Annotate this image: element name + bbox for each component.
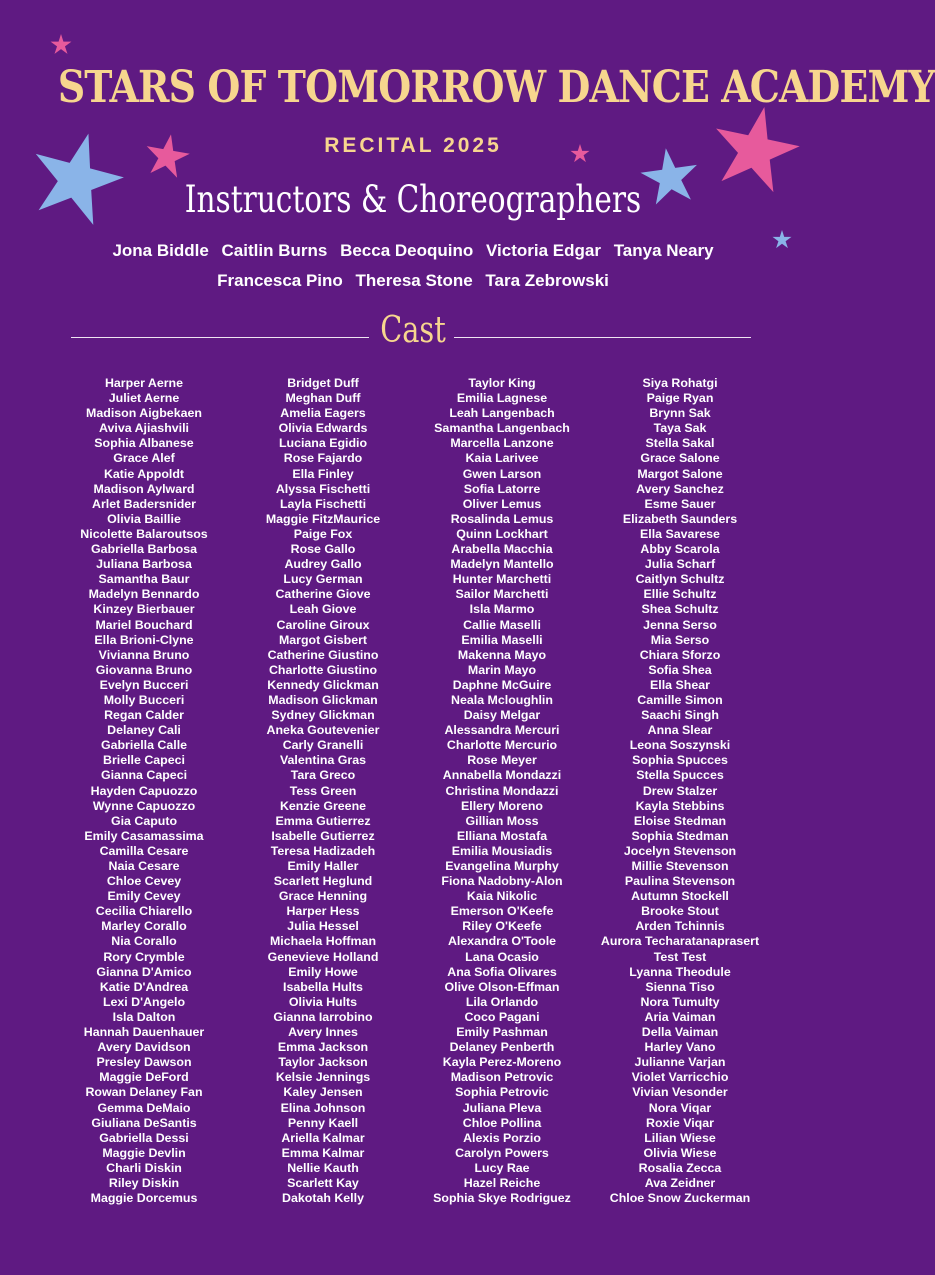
cast-member: Avery Innes bbox=[288, 1025, 358, 1040]
cast-column bbox=[402, 376, 602, 1206]
cast-member: Delaney Cali bbox=[107, 723, 181, 738]
cast-member: Nia Corallo bbox=[111, 934, 177, 949]
cast-column bbox=[44, 376, 244, 1206]
cast-member: Siya Rohatgi bbox=[642, 376, 718, 390]
cast-member: Carolyn Powers bbox=[455, 1145, 549, 1160]
cast-member: Maggie FitzMaurice bbox=[265, 511, 381, 526]
cast-member: Saachi Singh bbox=[641, 708, 719, 723]
cast-member: Sydney Glickman bbox=[271, 708, 375, 723]
cast-member: Brielle Capeci bbox=[103, 753, 185, 768]
cast-member: Abby Scarola bbox=[640, 542, 720, 557]
instructor-name: Francesca Pino bbox=[217, 271, 343, 290]
cast-member: Giovanna Bruno bbox=[95, 662, 193, 677]
instructor-name: Becca Deoquino bbox=[340, 241, 474, 260]
cast-member: Alyssa Fischetti bbox=[275, 481, 371, 496]
cast-member: Grace Alef bbox=[113, 451, 175, 466]
cast-member: Sofia Shea bbox=[648, 662, 712, 677]
cast-member: Neala Mcloughlin bbox=[451, 692, 553, 707]
cast-member: Naia Cesare bbox=[108, 859, 180, 873]
cast-member: Emerson O'Keefe bbox=[450, 904, 554, 919]
cast-member: Kennedy Glickman bbox=[267, 677, 379, 692]
cast-member: Lila Orlando bbox=[465, 994, 539, 1009]
cast-member: Taya Sak bbox=[653, 421, 707, 436]
cast-member: Rosalia Zecca bbox=[638, 1160, 722, 1175]
cast-member: Presley Dawson bbox=[96, 1055, 192, 1070]
cast-member: Avery Davidson bbox=[97, 1040, 191, 1055]
cast-member: Drew Stalzer bbox=[642, 783, 718, 798]
cast-member: Arden Tchinnis bbox=[635, 919, 725, 934]
cast-member: Dakotah Kelly bbox=[282, 1191, 364, 1206]
cast-member: Margot Gisbert bbox=[278, 632, 368, 647]
cast-member: Bridget Duff bbox=[287, 376, 359, 390]
cast-member: Scarlett Kay bbox=[287, 1175, 359, 1190]
cast-member: Vivianna Bruno bbox=[98, 647, 190, 662]
cast-member: Rosalinda Lemus bbox=[450, 511, 554, 526]
cast-member: Charli Diskin bbox=[106, 1160, 182, 1175]
divider-right bbox=[454, 337, 751, 338]
cast-member: Fiona Nadobny-Alon bbox=[441, 874, 563, 889]
cast-member: Luciana Egidio bbox=[278, 436, 368, 451]
cast-member: Taylor Jackson bbox=[278, 1055, 368, 1070]
cast-member: Kaley Jensen bbox=[283, 1085, 363, 1100]
cast-member: Lyanna Theodule bbox=[629, 964, 731, 979]
cast-member: Oliver Lemus bbox=[462, 496, 542, 511]
cast-member: Samantha Langenbach bbox=[434, 421, 570, 436]
cast-member: Madison Petrovic bbox=[450, 1070, 554, 1085]
cast-member: Paige Ryan bbox=[646, 391, 714, 406]
cast-member: Margot Salone bbox=[637, 466, 723, 481]
cast-member: Leona Soszynski bbox=[629, 738, 731, 753]
cast-member: Isla Dalton bbox=[112, 1009, 176, 1024]
cast-member: Sophia Petrovic bbox=[455, 1085, 549, 1100]
cast-column bbox=[580, 376, 780, 1206]
cast-member: Aviva Ajiashvili bbox=[99, 421, 189, 436]
cast-member: Evangelina Murphy bbox=[445, 859, 559, 873]
cast-member: Juliet Aerne bbox=[108, 391, 180, 406]
cast-member: Valentina Gras bbox=[279, 753, 367, 768]
star-icon bbox=[50, 34, 72, 56]
cast-member: Emilia Maselli bbox=[461, 632, 543, 647]
cast-member: Esme Sauer bbox=[644, 496, 716, 511]
cast-member: Kaia Larivee bbox=[465, 451, 539, 466]
cast-member: Marin Mayo bbox=[467, 662, 537, 677]
cast-member: Rose Fajardo bbox=[283, 451, 363, 466]
cast-member: Harper Aerne bbox=[104, 376, 184, 390]
instructor-name: Tanya Neary bbox=[613, 241, 714, 260]
cast-member: Ariella Kalmar bbox=[281, 1130, 365, 1145]
cast-member: Tara Greco bbox=[290, 768, 356, 783]
cast-member: Daphne McGuire bbox=[452, 677, 552, 692]
cast-member: Samantha Baur bbox=[98, 572, 190, 587]
cast-member: Scarlett Heglund bbox=[273, 874, 373, 889]
cast-member: Camille Simon bbox=[637, 692, 723, 707]
cast-member: Isabella Hults bbox=[283, 979, 363, 994]
cast-member: Charlotte Mercurio bbox=[446, 738, 558, 753]
cast-member: Stella Sakal bbox=[645, 436, 715, 451]
cast-member: Emilia Lagnese bbox=[456, 391, 548, 406]
cast-member: Emily Haller bbox=[287, 859, 359, 873]
cast-member: Maggie DeFord bbox=[99, 1070, 189, 1085]
cast-member: Kayla Perez-Moreno bbox=[442, 1055, 562, 1070]
cast-member: Gillian Moss bbox=[465, 813, 539, 828]
cast-member: Madelyn Mantello bbox=[450, 557, 554, 572]
cast-member: Emily Howe bbox=[288, 964, 358, 979]
cast-member: Gwen Larson bbox=[462, 466, 542, 481]
cast-member: Alessandra Mercuri bbox=[444, 723, 560, 738]
cast-member: Annabella Mondazzi bbox=[442, 768, 562, 783]
cast-column bbox=[223, 376, 423, 1206]
instructor-name: Tara Zebrowski bbox=[485, 271, 609, 290]
cast-member: Caroline Giroux bbox=[276, 617, 370, 632]
cast-member: Nora Tumulty bbox=[640, 994, 720, 1009]
cast-member: Alexis Porzio bbox=[463, 1130, 541, 1145]
cast-member: Maggie Devlin bbox=[102, 1145, 186, 1160]
cast-member: Grace Henning bbox=[278, 889, 368, 904]
instructor-name: Theresa Stone bbox=[355, 271, 473, 290]
cast-member: Genevieve Holland bbox=[267, 949, 379, 964]
cast-member: Sophia Stedman bbox=[631, 828, 729, 843]
cast-member: Paige Fox bbox=[293, 526, 353, 541]
cast-member: Marcella Lanzone bbox=[450, 436, 554, 451]
cast-member: Eloise Stedman bbox=[633, 813, 727, 828]
cast-member: Test Test bbox=[653, 949, 707, 964]
cast-member: Isabelle Gutierrez bbox=[271, 828, 375, 843]
cast-member: Rose Gallo bbox=[290, 542, 356, 557]
cast-member: Gia Caputo bbox=[110, 813, 178, 828]
cast-member: Emilia Mousiadis bbox=[451, 843, 553, 858]
cast-member: Lilian Wiese bbox=[644, 1130, 716, 1145]
cast-member: Sophia Skye Rodriguez bbox=[433, 1191, 571, 1206]
cast-member: Hazel Reiche bbox=[463, 1175, 541, 1190]
cast-member: Paulina Stevenson bbox=[624, 874, 736, 889]
cast-member: Lucy Rae bbox=[474, 1160, 530, 1175]
cast-member: Daisy Melgar bbox=[463, 708, 541, 723]
cast-heading: Cast bbox=[380, 310, 446, 351]
cast-member: Rowan Delaney Fan bbox=[85, 1085, 203, 1100]
cast-member: Hannah Dauenhauer bbox=[83, 1025, 205, 1040]
cast-member: Coco Pagani bbox=[464, 1009, 540, 1024]
cast-member: Gianna Iarrobino bbox=[273, 1009, 373, 1024]
cast-member: Giuliana DeSantis bbox=[91, 1115, 197, 1130]
cast-member: Nora Viqar bbox=[648, 1100, 712, 1115]
cast-member: Charlotte Giustino bbox=[268, 662, 378, 677]
cast-member: Ella Finley bbox=[292, 466, 354, 481]
instructor-list-row bbox=[0, 271, 826, 291]
cast-member: Olivia Baillie bbox=[107, 511, 181, 526]
cast-member: Olivia Hults bbox=[288, 994, 358, 1009]
cast-member: Sailor Marchetti bbox=[455, 587, 549, 602]
cast-member: Shea Schultz bbox=[641, 602, 719, 617]
cast-member: Stella Spucces bbox=[636, 768, 724, 783]
cast-member: Ava Zeidner bbox=[644, 1175, 716, 1190]
cast-member: Amelia Eagers bbox=[280, 406, 366, 421]
cast-member: Olive Olson-Effman bbox=[444, 979, 560, 994]
cast-member: Brynn Sak bbox=[649, 406, 711, 421]
cast-member: Madison Aylward bbox=[93, 481, 195, 496]
cast-member: Aurora Techaratanaprasert bbox=[600, 934, 760, 949]
cast-member: Ana Sofia Olivares bbox=[447, 964, 557, 979]
cast-member: Leah Giove bbox=[289, 602, 357, 617]
cast-member: Ella Shear bbox=[650, 677, 710, 692]
cast-member: Jocelyn Stevenson bbox=[623, 843, 737, 858]
cast-member: Jenna Serso bbox=[643, 617, 717, 632]
cast-member: Evelyn Bucceri bbox=[99, 677, 189, 692]
cast-member: Emily Pashman bbox=[456, 1025, 548, 1040]
cast-member: Isla Marmo bbox=[469, 602, 535, 617]
cast-member: Layla Fischetti bbox=[279, 496, 367, 511]
instructor-name: Jona Biddle bbox=[112, 241, 209, 260]
cast-member: Carly Granelli bbox=[282, 738, 364, 753]
cast-member: Christina Mondazzi bbox=[445, 783, 559, 798]
cast-member: Nicolette Balaroutsos bbox=[80, 526, 208, 541]
cast-member: Molly Bucceri bbox=[103, 692, 185, 707]
cast-member: Taylor King bbox=[468, 376, 536, 390]
cast-member: Millie Stevenson bbox=[631, 859, 729, 873]
cast-member: Olivia Edwards bbox=[278, 421, 368, 436]
cast-member: Elizabeth Saunders bbox=[622, 511, 738, 526]
cast-member: Rose Meyer bbox=[467, 753, 537, 768]
cast-member: Hayden Capuozzo bbox=[90, 783, 198, 798]
instructor-name: Victoria Edgar bbox=[486, 241, 601, 260]
cast-member: Roxie Viqar bbox=[646, 1115, 714, 1130]
cast-member: Michaela Hoffman bbox=[269, 934, 377, 949]
cast-member: Gianna Capeci bbox=[100, 768, 188, 783]
cast-member: Sophia Spucces bbox=[632, 753, 728, 768]
cast-member: Julia Scharf bbox=[644, 557, 716, 572]
cast-member: Della Vaiman bbox=[641, 1025, 719, 1040]
cast-member: Lexi D'Angelo bbox=[102, 994, 186, 1009]
cast-member: Catherine Giustino bbox=[267, 647, 379, 662]
cast-member: Kelsie Jennings bbox=[275, 1070, 371, 1085]
cast-member: Madison Glickman bbox=[268, 692, 378, 707]
cast-member: Madison Aigbekaen bbox=[86, 406, 202, 421]
cast-member: Brooke Stout bbox=[641, 904, 719, 919]
cast-member: Sofia Latorre bbox=[463, 481, 541, 496]
cast-member: Chloe Snow Zuckerman bbox=[609, 1191, 751, 1206]
cast-member: Harper Hess bbox=[286, 904, 360, 919]
cast-member: Lucy German bbox=[283, 572, 363, 587]
cast-member: Audrey Gallo bbox=[284, 557, 362, 572]
instructor-name: Caitlin Burns bbox=[221, 241, 328, 260]
cast-member: Emma Kalmar bbox=[281, 1145, 365, 1160]
cast-member: Emily Casamassima bbox=[84, 828, 204, 843]
cast-member: Cecilia Chiarello bbox=[95, 904, 193, 919]
cast-member: Regan Calder bbox=[104, 708, 184, 723]
cast-member: Makenna Mayo bbox=[457, 647, 547, 662]
cast-member: Juliana Barbosa bbox=[96, 557, 192, 572]
cast-member: Emma Gutierrez bbox=[275, 813, 371, 828]
cast-member: Julianne Varjan bbox=[634, 1055, 726, 1070]
cast-member: Wynne Capuozzo bbox=[92, 798, 196, 813]
cast-member: Elina Johnson bbox=[280, 1100, 366, 1115]
cast-member: Meghan Duff bbox=[285, 391, 361, 406]
cast-member: Riley O'Keefe bbox=[462, 919, 542, 934]
cast-member: Mia Serso bbox=[650, 632, 710, 647]
cast-member: Sophia Albanese bbox=[94, 436, 194, 451]
cast-member: Arabella Macchia bbox=[451, 542, 553, 557]
cast-member: Kenzie Greene bbox=[279, 798, 367, 813]
cast-member: Autumn Stockell bbox=[631, 889, 729, 904]
cast-member: Gemma DeMaio bbox=[97, 1100, 191, 1115]
cast-member: Avery Sanchez bbox=[636, 481, 724, 496]
cast-member: Katie D'Andrea bbox=[99, 979, 189, 994]
cast-member: Maggie Dorcemus bbox=[90, 1191, 198, 1206]
cast-member: Harley Vano bbox=[644, 1040, 716, 1055]
cast-member: Julia Hessel bbox=[287, 919, 359, 934]
cast-member: Grace Salone bbox=[640, 451, 720, 466]
cast-member: Ellie Schultz bbox=[643, 587, 717, 602]
cast-member: Camilla Cesare bbox=[99, 843, 189, 858]
academy-title: STARS OF TOMORROW DANCE ACADEMY bbox=[57, 62, 935, 113]
cast-member: Chloe Cevey bbox=[106, 874, 182, 889]
cast-member: Katie Appoldt bbox=[103, 466, 185, 481]
cast-member: Leah Langenbach bbox=[449, 406, 555, 421]
cast-member: Juliana Pleva bbox=[462, 1100, 542, 1115]
cast-member: Alexandra O'Toole bbox=[447, 934, 557, 949]
cast-member: Ella Brioni-Clyne bbox=[94, 632, 194, 647]
cast-member: Gabriella Barbosa bbox=[90, 542, 198, 557]
cast-member: Callie Maselli bbox=[463, 617, 541, 632]
cast-member: Gabriella Calle bbox=[100, 738, 188, 753]
instructors-heading: Instructors & Choreographers bbox=[184, 178, 642, 221]
cast-member: Chloe Pollina bbox=[462, 1115, 542, 1130]
cast-member: Tess Green bbox=[289, 783, 357, 798]
cast-member: Anna Slear bbox=[647, 723, 713, 738]
cast-member: Kayla Stebbins bbox=[635, 798, 725, 813]
cast-member: Emily Cevey bbox=[107, 889, 181, 904]
cast-member: Chiara Sforzo bbox=[639, 647, 721, 662]
cast-member: Kaia Nikolic bbox=[466, 889, 538, 904]
recital-title: RECITAL 2025 bbox=[324, 134, 502, 157]
cast-member: Emma Jackson bbox=[277, 1040, 369, 1055]
cast-member: Caitlyn Schultz bbox=[635, 572, 725, 587]
cast-member: Vivian Vesonder bbox=[632, 1085, 728, 1100]
cast-member: Gianna D'Amico bbox=[96, 964, 192, 979]
cast-member: Rory Crymble bbox=[103, 949, 185, 964]
cast-member: Ellery Moreno bbox=[461, 798, 543, 813]
cast-member: Hunter Marchetti bbox=[452, 572, 552, 587]
cast-member: Lana Ocasio bbox=[465, 949, 539, 964]
cast-member: Quinn Lockhart bbox=[456, 526, 548, 541]
cast-member: Riley Diskin bbox=[108, 1175, 180, 1190]
cast-member: Arlet Badersnider bbox=[92, 496, 196, 511]
cast-member: Catherine Giove bbox=[275, 587, 371, 602]
cast-member: Madelyn Bennardo bbox=[88, 587, 200, 602]
cast-member: Marley Corallo bbox=[101, 919, 187, 934]
cast-member: Nellie Kauth bbox=[287, 1160, 359, 1175]
cast-member: Sienna Tiso bbox=[645, 979, 715, 994]
cast-member: Mariel Bouchard bbox=[95, 617, 193, 632]
cast-member: Aria Vaiman bbox=[644, 1009, 716, 1024]
cast-member: Gabriella Dessi bbox=[99, 1130, 189, 1145]
cast-member: Elliana Mostafa bbox=[456, 828, 548, 843]
instructor-list-row bbox=[0, 241, 826, 261]
cast-member: Violet Varricchio bbox=[631, 1070, 729, 1085]
cast-member: Delaney Penberth bbox=[449, 1040, 555, 1055]
cast-member: Olivia Wiese bbox=[643, 1145, 717, 1160]
cast-member: Penny Kaell bbox=[287, 1115, 359, 1130]
cast-member: Ella Savarese bbox=[640, 526, 720, 541]
cast-member: Aneka Goutevenier bbox=[266, 723, 380, 738]
cast-member: Teresa Hadizadeh bbox=[270, 843, 376, 858]
cast-member: Kinzey Bierbauer bbox=[93, 602, 195, 617]
